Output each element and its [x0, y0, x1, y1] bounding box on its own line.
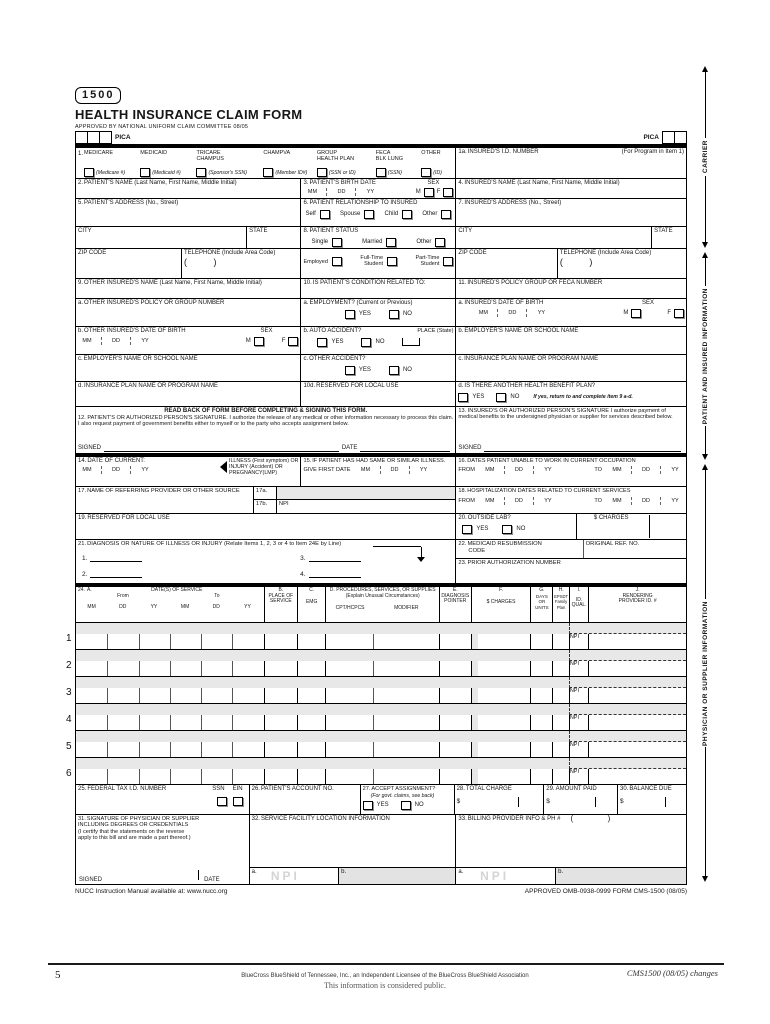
service-dates-cells[interactable] [76, 661, 264, 676]
service-npi-label: NPI [569, 661, 589, 676]
field-32a-npi[interactable]: a. NPI [251, 869, 300, 883]
checkbox-medicare[interactable] [84, 168, 94, 177]
service-units-cell[interactable] [530, 688, 552, 703]
field-11c-insurance-plan[interactable]: c.INSURANCE PLAN NAME OR PROGRAM NAME [455, 355, 686, 381]
form-title: HEALTH INSURANCE CLAIM FORM [75, 107, 303, 122]
form-header [75, 85, 687, 130]
pica-right-label: PICA [643, 134, 659, 141]
field-20-outside-lab[interactable]: 20.OUTSIDE LAB? YES NO $ CHARGES [455, 514, 686, 539]
field-10-condition-related: 10.IS PATIENT'S CONDITION RELATED TO: [300, 279, 455, 298]
field-26-patient-account[interactable]: 26.PATIENT'S ACCOUNT NO. [249, 785, 360, 814]
service-rendering-id-cell[interactable] [588, 715, 686, 730]
field-3-patient-birthdate[interactable]: 3. PATIENT'S BIRTH DATE SEX MM DD YY M F [300, 179, 455, 198]
col-i-id-qual-header: I. ID. QUAL. [569, 587, 589, 622]
cms-1500-form [66, 85, 687, 895]
service-npi-label: NPI [569, 715, 589, 730]
checkbox-other[interactable] [421, 168, 431, 177]
field-2-patient-name[interactable]: 2.PATIENT'S NAME (Last Name, First Name, Middle Initial) [78, 180, 237, 186]
service-epsdt-cell[interactable] [552, 715, 568, 730]
diagnosis-line-4[interactable] [309, 571, 361, 578]
service-rendering-id-cell[interactable] [588, 742, 686, 757]
checkbox-employed[interactable] [332, 257, 342, 266]
col-e-diagnosis-header: E. DIAGNOSIS POINTER [439, 587, 471, 622]
field-4-insured-name[interactable]: 4.INSURED'S NAME (Last Name, First Name, Middle Initial) [455, 179, 686, 198]
signature-line[interactable] [484, 443, 681, 452]
field-14-date-of-current[interactable]: 14.DATE OF CURRENT: MM DD YY ILLNESS (First symptom) OR INJURY (Accident) OR PREGNANCY(LMP) [78, 458, 299, 476]
pica-box[interactable] [100, 131, 112, 144]
checkbox-group-health[interactable] [317, 168, 327, 177]
checkbox-employment-no[interactable] [389, 310, 399, 319]
service-procedure-cell[interactable] [325, 688, 438, 703]
arrow-down-icon [702, 454, 708, 460]
service-diagnosis-cell[interactable] [439, 634, 471, 649]
service-dates-cells[interactable] [76, 688, 264, 703]
field-33b-other-id[interactable]: b. [555, 868, 686, 884]
service-line-row[interactable]: 1 NPI [76, 622, 686, 649]
field-27-accept-assignment[interactable]: 27.ACCEPT ASSIGNMENT? (For govt. claims, see back) YES NO [360, 785, 454, 814]
service-table-header [76, 587, 686, 622]
approved-by-line: APPROVED BY NATIONAL UNIFORM CLAIM COMMITTEE 08/05 [75, 124, 249, 130]
field-10b-auto-accident[interactable]: b. AUTO ACCIDENT? PLACE (State) YES NO [300, 327, 455, 354]
checkbox-outsidelab-no[interactable] [502, 525, 512, 534]
field-21-diagnosis[interactable]: 21.DIAGNOSIS OR NATURE OF ILLNESS OR INJURY (Relate Items 1, 2, 3 or 4 to Item 24E by Line) 1. 3. 2. 4. [76, 540, 455, 583]
service-emg-cell[interactable] [297, 661, 326, 676]
field-33a-npi[interactable]: a. NPI [458, 869, 510, 883]
service-line-row[interactable]: 3 NPI [76, 676, 686, 703]
checkbox-rel-spouse[interactable] [364, 210, 374, 219]
pica-box[interactable] [675, 131, 687, 144]
field-10a-employment[interactable]: a.EMPLOYMENT? (Current or Previous) YES NO [300, 299, 455, 326]
page-footer-right: CMS1500 (08/05) changes [626, 968, 718, 978]
field-11b-employer-school[interactable]: b.EMPLOYER'S NAME OR SCHOOL NAME [455, 327, 686, 354]
service-emg-cell[interactable] [297, 769, 326, 784]
service-diagnosis-cell[interactable] [439, 661, 471, 676]
pica-right-boxes [662, 131, 687, 144]
nucc-instruction-text: NUCC Instruction Manual available at: www.nucc.org [75, 888, 228, 895]
checkbox-assignment-yes[interactable] [363, 801, 373, 810]
checkbox-auto-yes[interactable] [317, 338, 327, 347]
service-dates-cells[interactable] [76, 742, 264, 757]
col-a-dates-header: 24. A. DATE(S) OF SERVICE From To MM DD YY MM DD YY [78, 587, 251, 611]
checkbox-assignment-no[interactable] [401, 801, 411, 810]
service-place-cell[interactable] [264, 715, 297, 730]
pica-left-boxes [75, 131, 112, 144]
service-epsdt-cell[interactable] [552, 742, 568, 757]
service-line-row[interactable]: 2 NPI [76, 649, 686, 676]
checkbox-employment-yes[interactable] [345, 310, 355, 319]
field-16-unable-to-work[interactable]: 16.DATES PATIENT UNABLE TO WORK IN CURRENT OCCUPATION FROM MM DD YY TO MM DD YY [455, 457, 686, 486]
field-13-insured-signature[interactable]: 13. INSURED'S OR AUTHORIZED PERSON'S SIGNATURE I authorize payment of medical benefits to the undersigned physician or supplier for services described below. SIGNED [455, 407, 686, 453]
field-6-patient-relationship[interactable]: 6.PATIENT RELATIONSHIP TO INSURED Self Spouse Child Other [300, 199, 455, 226]
checkbox-sex-m[interactable] [424, 188, 434, 197]
form-1500-logo: 1500 [75, 87, 121, 104]
field-patient-zip-phone[interactable]: ZIP CODE TELEPHONE (Include Area Code) ( ) [76, 249, 300, 278]
phone-parentheses: ( ) [559, 256, 605, 267]
col-g-days-units-header: G. DAYS OR UNITS [530, 587, 552, 622]
phone-parentheses: ( ) [184, 256, 229, 267]
checkbox-champva[interactable] [263, 168, 273, 177]
field-11d-another-plan[interactable]: d.IS THERE ANOTHER HEALTH BENEFIT PLAN? YES NO If yes, return to and complete item 9 a-d. [455, 382, 686, 406]
field-17-referring-provider[interactable]: 17.NAME OF REFERRING PROVIDER OR OTHER SOURCE [78, 488, 240, 494]
checkbox-status-other[interactable] [435, 238, 445, 247]
field-23-prior-authorization[interactable]: 23.PRIOR AUTHORIZATION NUMBER [458, 560, 561, 567]
checkbox-medicaid[interactable] [140, 168, 150, 177]
field-17a-other-id[interactable] [276, 487, 456, 499]
field-9d-insurance-plan[interactable]: d.INSURANCE PLAN NAME OR PROGRAM NAME [78, 383, 219, 389]
supplemental-info-band[interactable] [76, 650, 686, 661]
physician-supplier-section-span [698, 464, 712, 882]
service-procedure-cell[interactable] [325, 769, 438, 784]
patient-insured-vertical-label: PATIENT AND INSURED INFORMATION [701, 287, 709, 425]
field-25-federal-tax-id[interactable]: 25. FEDERAL TAX I.D. NUMBER SSN EIN [76, 785, 249, 814]
service-charges-cell[interactable] [471, 661, 531, 676]
diagnosis-line-1[interactable] [90, 555, 142, 562]
supplemental-info-band[interactable] [76, 731, 686, 742]
service-rendering-id-cell[interactable] [588, 661, 686, 676]
field-12-patient-signature[interactable]: READ BACK OF FORM BEFORE COMPLETING & SIGNING THIS FORM. 12. PATIENT'S OR AUTHORIZED PERSON'S SIGNATURE. I authorize the release of any medical or other information necessary to process this claim. I also request payment of government benefits either to myself or to the party who accepts assignment below. SIGNED DATE [78, 408, 454, 451]
col-c-emg-header: C. EMG [297, 587, 326, 622]
page-footer-rule [48, 963, 724, 965]
checkbox-outsidelab-yes[interactable] [462, 525, 472, 534]
checkbox-tricare[interactable] [196, 168, 206, 177]
service-line-row[interactable]: 6 NPI [76, 757, 686, 784]
carrier-vertical-label: CARRIER [701, 140, 709, 174]
service-diagnosis-cell[interactable] [439, 769, 471, 784]
field-22-medicaid-resubmission[interactable]: 22.MEDICAID RESUBMISSION CODE ORIGINAL REF. NO. [456, 540, 686, 559]
page-number: 5 [55, 969, 61, 981]
field-9c-employer-school[interactable]: c.EMPLOYER'S NAME OR SCHOOL NAME [78, 356, 198, 362]
service-npi-label: NPI [569, 769, 589, 784]
service-charges-cell[interactable] [471, 742, 531, 757]
checkbox-feca[interactable] [376, 168, 386, 177]
service-procedure-cell[interactable] [325, 742, 438, 757]
service-place-cell[interactable] [264, 688, 297, 703]
service-epsdt-cell[interactable] [552, 688, 568, 703]
service-npi-label: NPI [569, 688, 589, 703]
supplemental-info-band[interactable] [76, 623, 686, 634]
diagnosis-arrow-icon [373, 546, 421, 547]
checkbox-other-sex-f[interactable] [288, 337, 298, 346]
field-10c-other-accident[interactable]: c.OTHER ACCIDENT? YES NO [300, 355, 455, 381]
pica-row [75, 130, 687, 144]
pica-box[interactable] [75, 131, 88, 144]
brace-arrow-icon [220, 461, 227, 473]
col-f-charges-header: F. $ CHARGES [471, 587, 531, 622]
field-20-charges[interactable]: $ CHARGES [576, 514, 686, 539]
service-rendering-id-cell[interactable] [588, 634, 686, 649]
checkbox-ein[interactable] [233, 797, 243, 806]
service-epsdt-cell[interactable] [552, 634, 568, 649]
service-charges-cell[interactable] [471, 634, 531, 649]
field-11-insured-policy-group[interactable]: 11.INSURED'S POLICY GROUP OR FECA NUMBER [455, 279, 686, 298]
col-d-procedures-header: D. PROCEDURES, SERVICES, OR SUPPLIES (Explain Unusual Circumstances) CPT/HCPCS MODIFIER [325, 587, 438, 622]
diagnosis-line-3[interactable] [309, 555, 361, 562]
pica-left-label: PICA [115, 134, 131, 141]
col-h-epsdt-header: H. EPSDT Family Plan [552, 587, 568, 622]
checkbox-ssn[interactable] [217, 797, 227, 806]
field-18-hospitalization-dates[interactable]: 18.HOSPITALIZATION DATES RELATED TO CURRENT SERVICES FROM MM DD YY TO MM DD YY [455, 487, 686, 513]
service-rendering-id-cell[interactable] [588, 769, 686, 784]
service-units-cell[interactable] [530, 742, 552, 757]
supplemental-info-band[interactable] [76, 677, 686, 688]
signature-line[interactable] [104, 443, 339, 452]
service-procedure-cell[interactable] [325, 661, 438, 676]
field-11a-insured-birthdate[interactable]: a. INSURED'S DATE OF BIRTH SEX MM DD YY M F [455, 299, 686, 326]
service-place-cell[interactable] [264, 634, 297, 649]
service-emg-cell[interactable] [297, 742, 326, 757]
checkbox-otheracc-no[interactable] [389, 366, 399, 375]
checkbox-parttime-student[interactable] [443, 257, 453, 266]
field-30-balance-due[interactable]: 30.BALANCE DUE $ [617, 785, 686, 814]
field-15-same-similar-illness[interactable]: 15.IF PATIENT HAS HAD SAME OR SIMILAR ILLNESS. GIVE FIRST DATE MM DD YY [300, 457, 455, 486]
carrier-section-span [698, 66, 712, 248]
checkbox-rel-self[interactable] [320, 210, 330, 219]
service-place-cell[interactable] [264, 661, 297, 676]
service-emg-cell[interactable] [297, 688, 326, 703]
checkbox-status-married[interactable] [386, 238, 396, 247]
field-insured-zip-phone[interactable]: ZIP CODE TELEPHONE (Include Area Code) ( ) [455, 249, 686, 278]
service-charges-cell[interactable] [471, 688, 531, 703]
field-1a-insured-id[interactable]: 1a. INSURED'S I.D. NUMBER (For Program in Item 1) [455, 148, 686, 178]
service-dates-cells[interactable] [76, 634, 264, 649]
checkbox-insured-sex-m[interactable] [631, 309, 641, 318]
checkbox-rel-child[interactable] [402, 210, 412, 219]
service-line-row[interactable]: 4 NPI [76, 703, 686, 730]
field-22-original-ref[interactable]: ORIGINAL REF. NO. [583, 540, 686, 558]
npi-watermark: NPI [270, 869, 300, 883]
field-8-employment-status[interactable]: Employed Full-Time Student Part-Time Student [300, 249, 455, 278]
field-29-amount-paid[interactable]: 29.AMOUNT PAID $ [543, 785, 617, 814]
service-line-row[interactable]: 5 NPI [76, 730, 686, 757]
service-place-cell[interactable] [264, 769, 297, 784]
field-9a-other-policy[interactable]: a.OTHER INSURED'S POLICY OR GROUP NUMBER [78, 300, 225, 306]
form-footer [75, 888, 687, 895]
checkbox-other-sex-m[interactable] [254, 337, 264, 346]
service-units-cell[interactable] [530, 661, 552, 676]
field-28-total-charge[interactable]: 28.TOTAL CHARGE $ [454, 785, 544, 814]
service-place-cell[interactable] [264, 742, 297, 757]
checkbox-rel-other[interactable] [441, 210, 451, 219]
service-dates-cells[interactable] [76, 769, 264, 784]
omb-approval-text: APPROVED OMB-0938-0999 FORM CMS-1500 (08/05) [524, 888, 687, 895]
field-8-patient-status[interactable]: 8.PATIENT STATUS Single Married Other [300, 227, 455, 248]
checkbox-anotherplan-yes[interactable] [458, 393, 468, 402]
service-npi-label: NPI [569, 742, 589, 757]
diagnosis-line-2[interactable] [90, 571, 142, 578]
field-17ab-ids[interactable]: 17a. 17b. NPI [253, 487, 456, 513]
field-5-patient-address[interactable]: 5.PATIENT'S ADDRESS (No., Street) [78, 200, 179, 206]
arrow-down-icon [702, 242, 708, 248]
service-units-cell[interactable] [530, 715, 552, 730]
service-procedure-cell[interactable] [325, 715, 438, 730]
field-patient-city-state[interactable]: CITY STATE [76, 227, 300, 248]
checkbox-anotherplan-no[interactable] [496, 393, 506, 402]
physician-supplier-vertical-label: PHYSICIAN OR SUPPLIER INFORMATION [701, 600, 709, 746]
service-rendering-id-cell[interactable] [588, 688, 686, 703]
service-diagnosis-cell[interactable] [439, 715, 471, 730]
date-line[interactable] [360, 443, 450, 452]
npi-watermark: NPI [480, 869, 510, 883]
field-9b-other-birthdate[interactable]: b. OTHER INSURED'S DATE OF BIRTH SEX MM DD YY M F [76, 327, 300, 354]
checkbox-sex-f[interactable] [443, 188, 453, 197]
field-32-service-facility[interactable]: 32.SERVICE FACILITY LOCATION INFORMATION a. NPI b. [249, 815, 456, 884]
field-32b-other-id[interactable]: b. [338, 868, 455, 884]
service-procedure-cell[interactable] [325, 634, 438, 649]
field-7-insured-address[interactable]: 7.INSURED'S ADDRESS (No., Street) [455, 199, 686, 226]
place-state-box[interactable] [402, 338, 420, 346]
col-b-place-header: B. PLACE OF SERVICE [264, 587, 297, 622]
service-diagnosis-cell[interactable] [439, 742, 471, 757]
field-33-billing-provider[interactable]: 33. BILLING PROVIDER INFO & PH # ( ) a. NPI b. [455, 815, 686, 884]
field-9-other-insured-name[interactable]: 9.OTHER INSURED'S NAME (Last Name, First Name, Middle Initial) [78, 280, 262, 286]
service-charges-cell[interactable] [471, 769, 531, 784]
patient-insured-section-span [698, 252, 712, 460]
service-charges-cell[interactable] [471, 715, 531, 730]
supplemental-info-band[interactable] [76, 704, 686, 715]
field-insured-city-state[interactable]: CITY STATE [455, 227, 686, 248]
checkbox-status-single[interactable] [332, 238, 342, 247]
field-10d-reserved-local[interactable]: 10d.RESERVED FOR LOCAL USE [300, 382, 455, 406]
supplemental-info-band[interactable] [76, 758, 686, 769]
service-units-cell[interactable] [530, 769, 552, 784]
pica-box[interactable] [662, 131, 675, 144]
page-footer-center: BlueCross BlueShield of Tennessee, Inc., an Independent Licensee of the BlueCross BlueShield Association This information is considered public. [241, 973, 529, 990]
field-31-physician-signature[interactable]: 31.SIGNATURE OF PHYSICIAN OR SUPPLIER INCLUDING DEGREES OR CREDENTIALS (I certify that the statements on the reverse apply to this bill and are made a part thereof.) SIGNED DATE [78, 816, 220, 883]
checkbox-otheracc-yes[interactable] [345, 366, 355, 375]
checkbox-insured-sex-f[interactable] [674, 309, 684, 318]
col-j-rendering-header: J. RENDERING PROVIDER ID. # [588, 587, 686, 622]
field-1-insurance-type[interactable]: 1. MEDICARE (Medicare #) MEDICAID (Medicaid #) TRICARE CHAMPUS (Sponsor's SSN) CHAMPVA (Member ID#) GROUP HEALTH PLAN (SSN or ID) FECA BLK LUNG (SSN) OTHER (ID) [78, 150, 442, 176]
service-dates-cells[interactable] [76, 715, 264, 730]
service-diagnosis-cell[interactable] [439, 688, 471, 703]
service-npi-label: NPI [569, 634, 589, 649]
service-epsdt-cell[interactable] [552, 769, 568, 784]
field-17b-npi[interactable]: NPI [276, 500, 456, 513]
service-units-cell[interactable] [530, 634, 552, 649]
service-epsdt-cell[interactable] [552, 661, 568, 676]
phone-parentheses: ( ) [570, 815, 621, 823]
service-emg-cell[interactable] [297, 634, 326, 649]
arrow-down-icon [702, 876, 708, 882]
pica-box[interactable] [88, 131, 100, 144]
checkbox-fulltime-student[interactable] [387, 257, 397, 266]
service-emg-cell[interactable] [297, 715, 326, 730]
checkbox-auto-no[interactable] [361, 338, 371, 347]
field-19-reserved-local[interactable]: 19.RESERVED FOR LOCAL USE [78, 515, 170, 521]
